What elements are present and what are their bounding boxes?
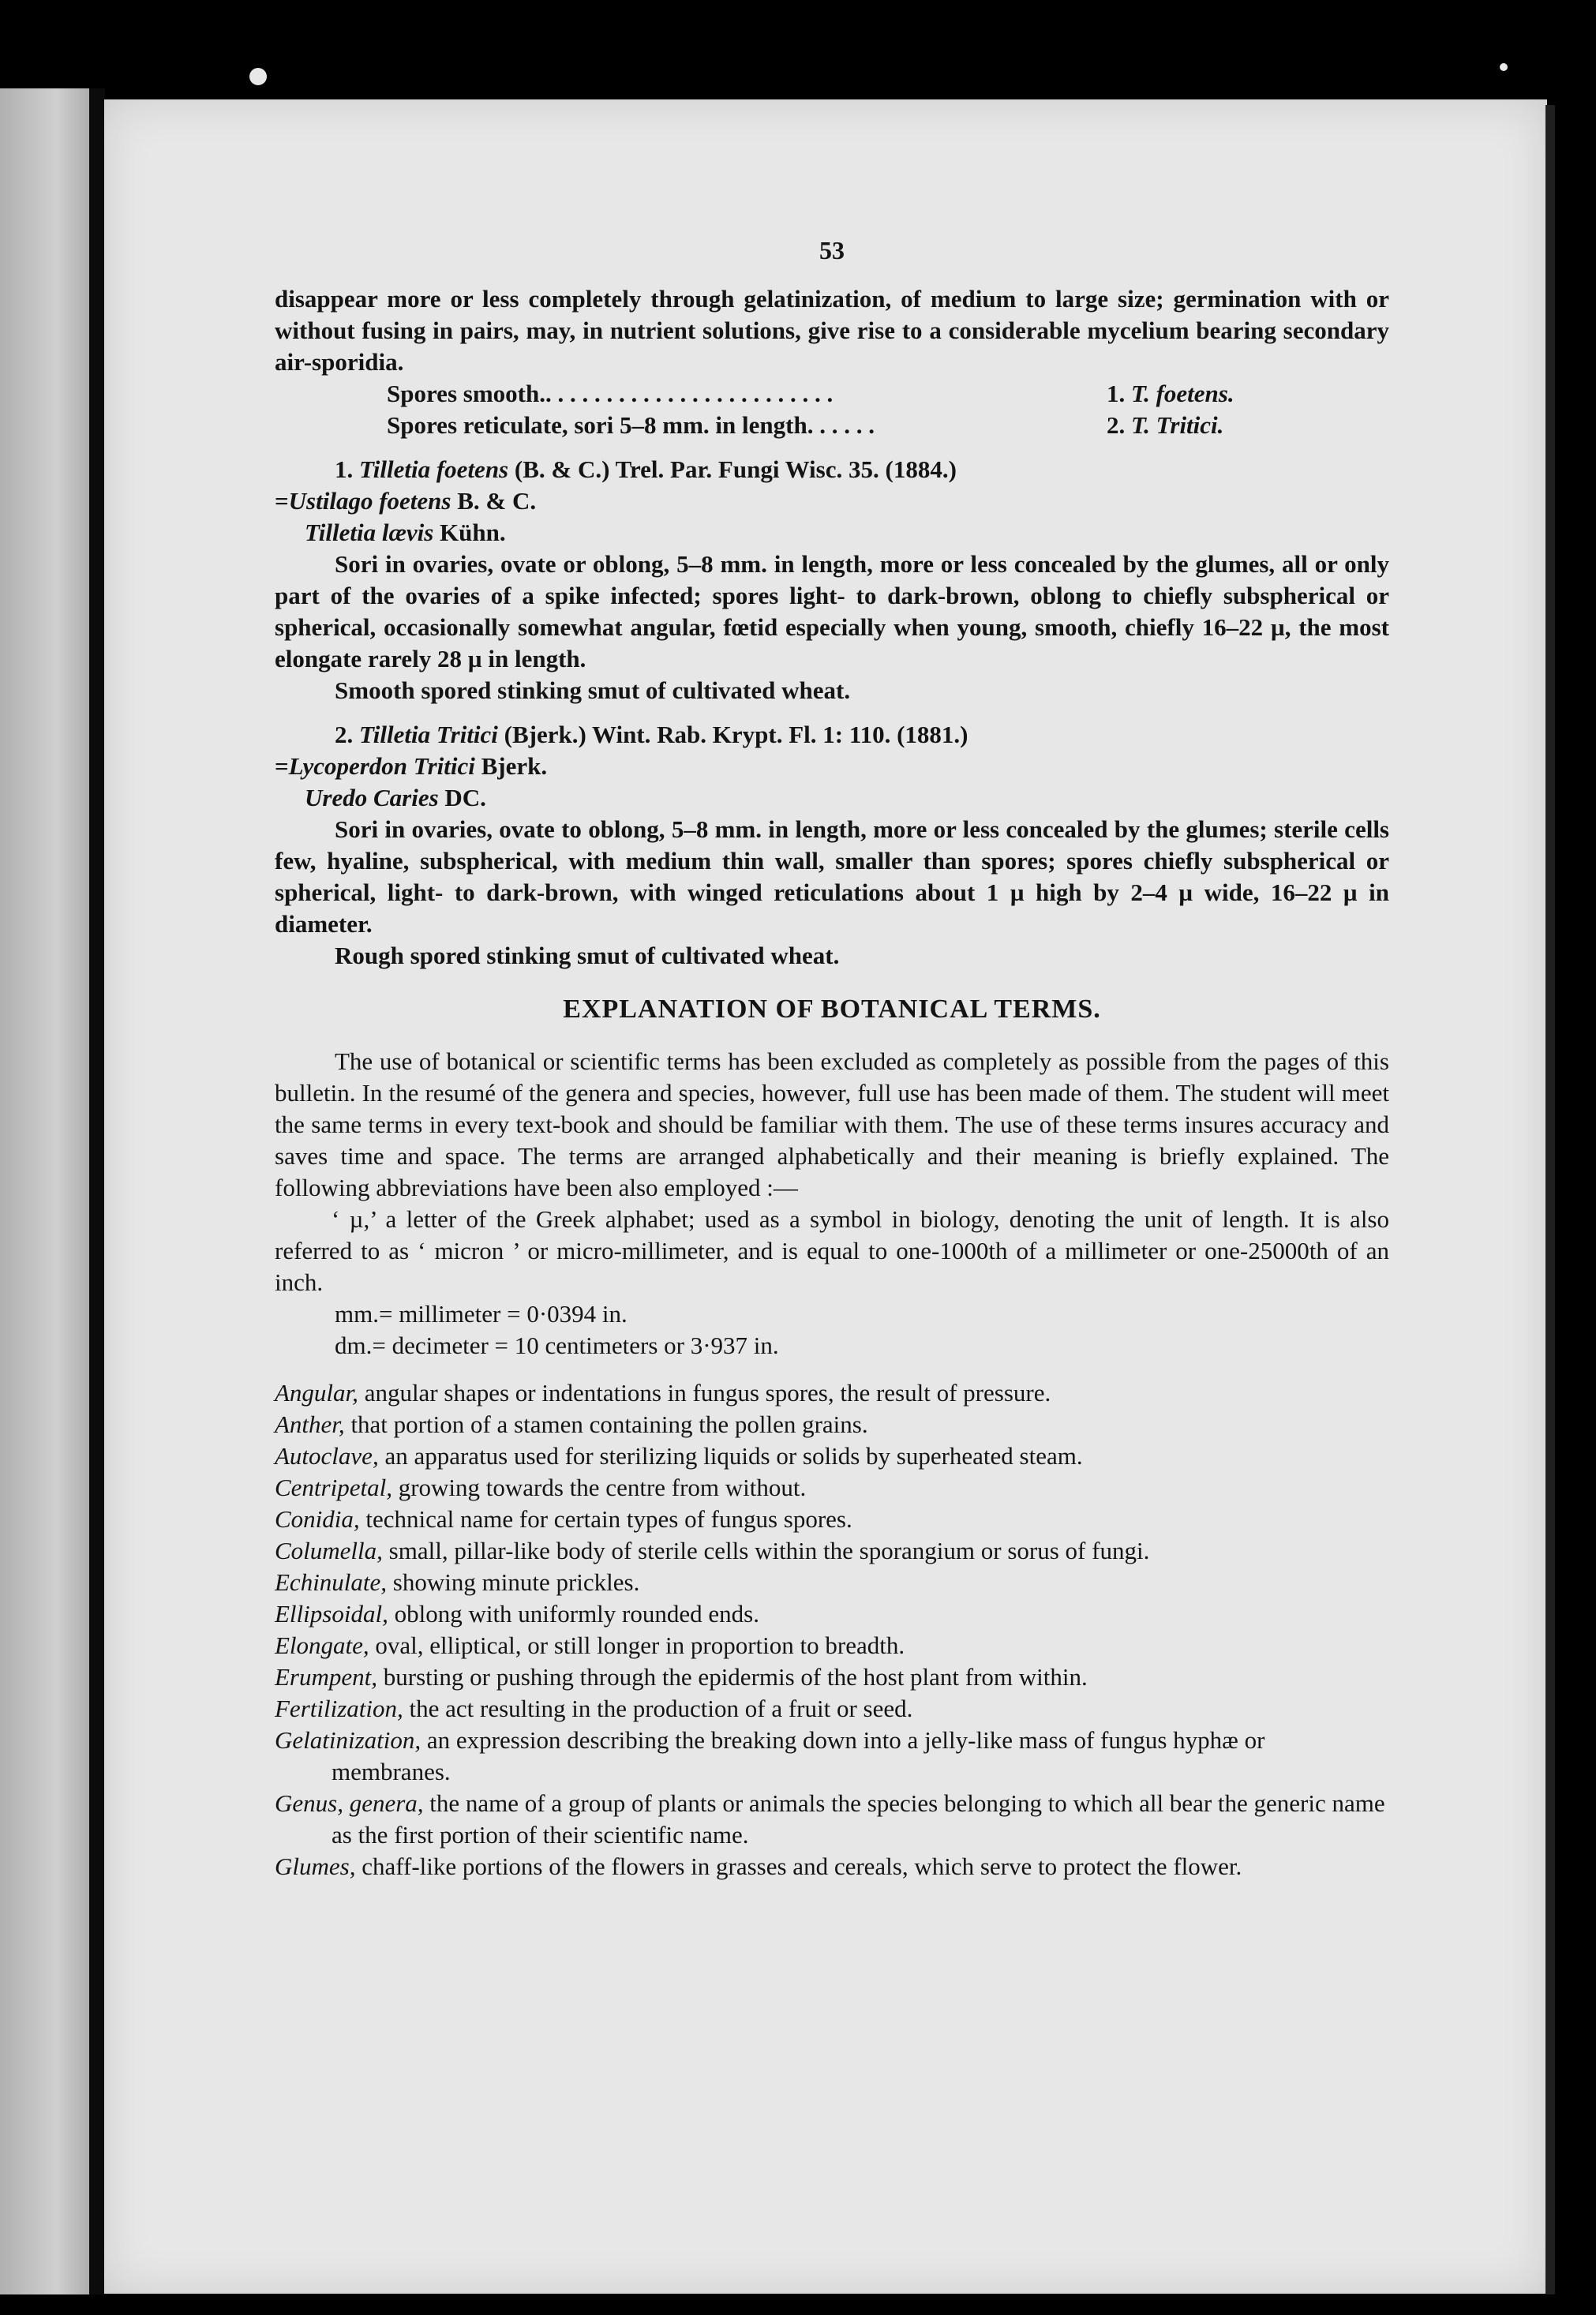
- common-name: Rough spored stinking smut of cultivated wheat.: [335, 942, 840, 969]
- intro-paragraph: disappear more or less completely through gelatinization, of medium to large size; germination with or without fusing in pairs, may, in nutrient solutions, give rise to a considerable mycelium bearing secondary air-sporidia.: [275, 285, 1389, 376]
- synonym: [275, 782, 1389, 814]
- synonym-name: Tilletia lævis: [305, 519, 434, 546]
- glossary-entry: [275, 1661, 1389, 1693]
- page-right-edge: [1545, 105, 1555, 2294]
- glossary-entry: [275, 1630, 1389, 1661]
- species-name: Tilletia foetens: [359, 455, 509, 483]
- glossary-term: Conidia,: [275, 1505, 360, 1533]
- glossary-entry: [275, 1693, 1389, 1725]
- glossary-term: Columella,: [275, 1537, 383, 1564]
- glossary-term: Autoclave,: [275, 1442, 379, 1470]
- species-number: 2.: [335, 721, 354, 748]
- explanation-paragraph: The use of botanical or scientific terms has been excluded as completely as possible from the pages of this bulletin. In the resumé of the genera and species, however, full use has been made of them. The student will meet the same terms in every text-book and should be familiar with them. The use of these terms insures accuracy and saves time and space. The terms are arranged alphabetically and their meaning is briefly explained. The following abbreviations have been also employed :—: [275, 1047, 1389, 1201]
- glossary-term: Centripetal,: [275, 1474, 392, 1501]
- glossary-definition: an apparatus used for sterilizing liquids or solids by superheated steam.: [378, 1442, 1083, 1470]
- species-heading: [275, 454, 1389, 485]
- glossary-definition: growing towards the centre from without.: [392, 1474, 807, 1501]
- glossary-term: Gelatinization,: [275, 1726, 421, 1754]
- glossary-definition: an expression describing the breaking down into a jelly-like mass of fungus hyphæ or membranes.: [332, 1726, 1265, 1785]
- synonym: [275, 485, 1389, 517]
- glossary-definition: oval, elliptical, or still longer in proportion to breadth.: [369, 1631, 905, 1659]
- glossary-definition: bursting or pushing through the epidermis of the host plant from within.: [377, 1663, 1088, 1691]
- key-number: 2.: [1107, 411, 1126, 439]
- species-entry-2: [275, 719, 1389, 972]
- glossary-definition: small, pillar-like body of sterile cells within the sporangium or sorus of fungi.: [382, 1537, 1150, 1564]
- species-description: Sori in ovaries, ovate or oblong, 5–8 mm. in length, more or less concealed by the glumes, all or only part of the ovaries of a spike infected; spores light- to dark-brown, oblong to chiefly subspherical or spherical, occasionally somewhat angular, fœtid especially when young, smooth, chiefly 16–22 µ, the most elongate rarely 28 µ in length.: [275, 550, 1389, 672]
- film-hole-right: [1500, 63, 1508, 71]
- glossary-entry: [275, 1567, 1389, 1598]
- synonym: [275, 751, 1389, 782]
- species-name: Tilletia Tritici: [359, 721, 498, 748]
- glossary-term: Genus, genera,: [275, 1789, 424, 1817]
- species-citation: (Bjerk.) Wint. Rab. Krypt. Fl. 1: 110. (1881.): [504, 721, 968, 748]
- synonym-author: DC.: [444, 784, 486, 811]
- glossary-definition: the name of a group of plants or animals the species belonging to which all bear the generic name as the first portion of their scientific name.: [332, 1789, 1385, 1849]
- glossary-definition: angular shapes or indentations in fungus spores, the result of pressure.: [358, 1379, 1051, 1407]
- synonym-author: Kühn.: [440, 519, 506, 546]
- glossary-term: Ellipsoidal,: [275, 1600, 388, 1628]
- species-citation: (B. & C.) Trel. Par. Fungi Wisc. 35. (1884.): [514, 455, 957, 483]
- page-content: [275, 234, 1389, 1882]
- synonym-author: Bjerk.: [481, 752, 548, 780]
- key-number: 1.: [1107, 380, 1126, 407]
- glossary-entry: [275, 1377, 1389, 1409]
- glossary-entry: [275, 1472, 1389, 1504]
- glossary-term: Angular,: [275, 1379, 358, 1407]
- glossary-entry: [275, 1851, 1389, 1882]
- glossary-definition: oblong with uniformly rounded ends.: [388, 1600, 759, 1628]
- key-description: Spores smooth.. . . . . . . . . . . . . . . . . . . . . . . .: [387, 380, 834, 407]
- glossary-term: Fertilization,: [275, 1695, 403, 1722]
- key-row: [275, 378, 1389, 410]
- species-key: [275, 378, 1389, 441]
- page-number: 53: [819, 236, 845, 264]
- abbreviation-dm: dm.= decimeter = 10 centimeters or 3·937 in.: [335, 1332, 779, 1359]
- glossary-entry: [275, 1440, 1389, 1472]
- glossary-definition: chaff-like portions of the flowers in grasses and cereals, which serve to protect the flower.: [355, 1852, 1242, 1880]
- species-entry-1: [275, 454, 1389, 706]
- glossary-entry: [275, 1535, 1389, 1567]
- synonym: [275, 517, 1389, 549]
- abbreviation-mm: mm.= millimeter = 0·0394 in.: [335, 1300, 628, 1328]
- species-description: Sori in ovaries, ovate to oblong, 5–8 mm. in length, more or less concealed by the glumes; sterile cells few, hyaline, subspherical, with medium thin wall, smaller than spores; spores chiefly subspherical or spherical, light- to dark-brown, with winged reticulations about 1 µ high by 2–4 µ wide, 16–22 µ in diameter.: [275, 815, 1389, 938]
- synonym-name: Ustilago foetens: [288, 487, 451, 515]
- film-hole-left: [249, 68, 267, 85]
- key-description: Spores reticulate, sori 5–8 mm. in length. . . . . .: [387, 411, 875, 439]
- glossary-list: [275, 1377, 1389, 1882]
- glossary-definition: showing minute prickles.: [387, 1568, 640, 1596]
- glossary-entry: [275, 1598, 1389, 1630]
- glossary-entry: [275, 1788, 1389, 1851]
- micron-definition: ‘ µ,’ a letter of the Greek alphabet; used as a symbol in biology, denoting the unit of length. It is also referred to as ‘ micron ’ or micro-millimeter, and is equal to one-1000th of a millimeter or one-25000th of an inch.: [275, 1205, 1389, 1296]
- synonym-name: Uredo Caries: [305, 784, 439, 811]
- glossary-term: Erumpent,: [275, 1663, 378, 1691]
- species-number: 1.: [335, 455, 354, 483]
- key-species: T. foetens.: [1131, 380, 1234, 407]
- glossary-term: Elongate,: [275, 1631, 369, 1659]
- glossary-term: Echinulate,: [275, 1568, 388, 1596]
- key-species: T. Tritici.: [1131, 411, 1224, 439]
- glossary-definition: that portion of a stamen containing the pollen grains.: [344, 1410, 868, 1438]
- synonym-name: Lycoperdon Tritici: [288, 752, 475, 780]
- adjacent-page-edge: [0, 88, 95, 2294]
- glossary-definition: technical name for certain types of fungus spores.: [359, 1505, 852, 1533]
- page-gutter: [89, 88, 105, 2294]
- glossary-term: Glumes,: [275, 1852, 356, 1880]
- species-heading: [275, 719, 1389, 751]
- synonym-prefix: =: [275, 752, 289, 780]
- section-heading: EXPLANATION OF BOTANICAL TERMS.: [563, 995, 1101, 1024]
- synonym-author: B. & C.: [457, 487, 537, 515]
- glossary-entry: [275, 1725, 1389, 1788]
- glossary-entry: [275, 1504, 1389, 1535]
- key-row: [275, 410, 1389, 441]
- glossary-entry: [275, 1409, 1389, 1440]
- synonym-prefix: =: [275, 487, 289, 515]
- glossary-term: Anther,: [275, 1410, 345, 1438]
- glossary-definition: the act resulting in the production of a fruit or seed.: [403, 1695, 913, 1722]
- common-name: Smooth spored stinking smut of cultivated wheat.: [335, 676, 851, 704]
